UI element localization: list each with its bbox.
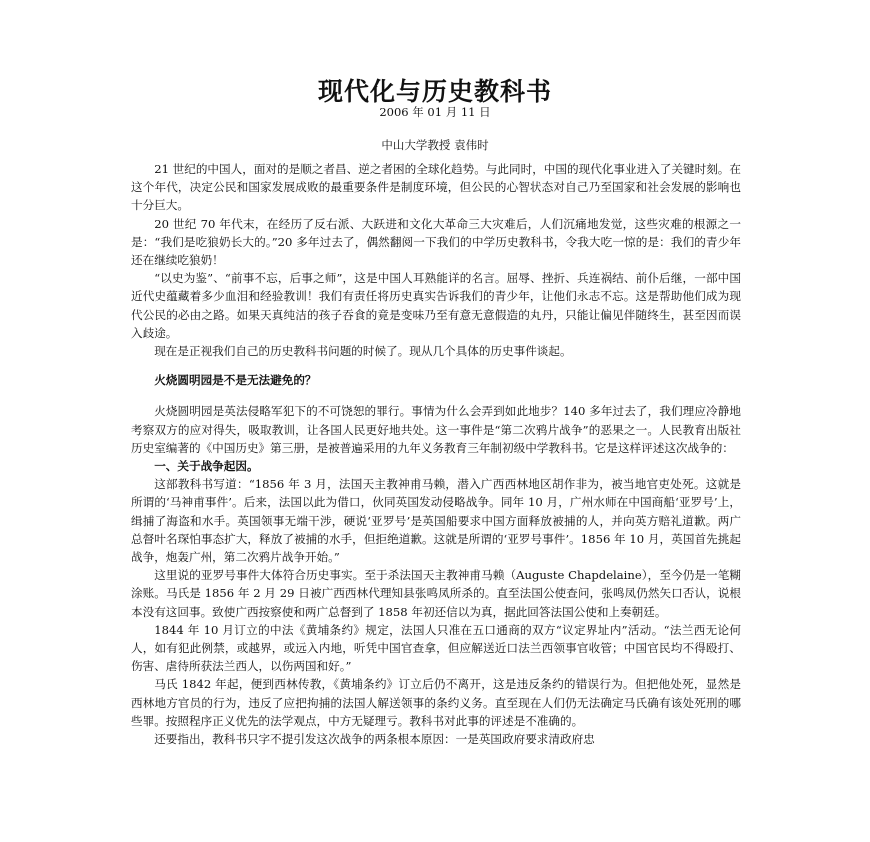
paragraph: 这部教科书写道：“1856 年 3 月，法国天主教神甫马赖，潜入广西西林地区胡作非为，被当地官吏处死。这就是所谓的‘马神甫事件’。后来，法国以此为借口，伙同英国发动侵略战争。同年 10 月，广州水师在中国商船‘亚罗号’上，缉捕了海盗和水手。英国领事无端干涉，硬说‘亚罗号’是英国船要求中国方面释放被捕的人，并向英方赔礼道歉。两广总督叶名琛怕事态扩大，释放了被捕的水手，但拒绝道歉。这就是所谓的‘亚罗号事件’。1856 年 10 月，英国首先挑起战争，炮轰广州，第二次鸦片战争开始。” [131, 477, 741, 565]
paragraph: 现在是正视我们自己的历史教科书问题的时候了。现从几个具体的历史事件谈起。 [154, 344, 572, 359]
paragraph: 1844 年 10 月订立的中法《黄埔条约》规定，法国人只准在五口通商的双方“议定界址内”活动。“法兰西无论何人，如有犯此例禁，或越界，或远入内地，听凭中国官查拿，但应解送近口法兰西领事官收管；中国官民均不得殴打、伤害、虐待所获法兰西人，以伤两国和好。” [131, 622, 741, 674]
paragraph: 还要指出，教科书只字不提引发这次战争的两条根本原因：一是英国政府要求清政府忠 [154, 732, 595, 747]
author-line: 中山大学教授 袁伟时 [381, 138, 489, 152]
paragraph: 20 世纪 70 年代末，在经历了反右派、大跃进和文化大革命三大灾难后，人们沉痛地发觉，这些灾难的根源之一是：“我们是吃狼奶长大的。”20 多年过去了，偶然翻阅一下我们的中学历史教科书，令我大吃一惊的是：我们的青少年还在继续吃狼奶！ [131, 216, 741, 268]
paragraph: 21 世纪的中国人，面对的是顺之者昌、逆之者困的全球化趋势。与此同时，中国的现代化事业进入了关键时刻。在这个年代，决定公民和国家发展成败的最重要条件是制度环境，但公民的心智状态对自己乃至国家和社会发展的影响也十分巨大。 [131, 162, 741, 213]
paragraph: 火烧圆明园是英法侵略军犯下的不可饶恕的罪行。事情为什么会弄到如此地步？140 多年过去了，我们理应冷静地考察双方的应对得失，吸取教训，让各国人民更好地共处。这一事件是“第二次鸦片战争”的恶果之一。人民教育出版社历史室编著的《中国历史》第三册，是被普遍采用的九年义务教育三年制初级中学教科书。它是这样评述这次战争的： [131, 404, 741, 455]
article-body [131, 160, 741, 748]
document-title: 现代化与历史教科书 [317, 77, 552, 106]
publication-date: 2006 年 01 月 11 日 [379, 105, 491, 119]
paragraph: 马氏 1842 年起，便到西林传教，《黄埔条约》订立后仍不离开，这是违反条约的错误行为。但把他处死，显然是西林地方官员的行为，违反了应把拘捕的法国人解送领事的条约义务。直至现在人们仍无法确定马氏确有该处死刑的哪些罪。按照程序正义优先的法学观点，中方无疑理亏。教科书对此事的评述是不准确的。 [131, 677, 741, 728]
paragraph: “以史为鉴”、“前事不忘，后事之师”，这是中国人耳熟能详的名言。屈辱、挫折、兵连祸结、前仆后继，一部中国近代史蕴藏着多少血泪和经验教训！我们有责任将历史真实告诉我们的青少年，让他们永志不忘。这是帮助他们成为现代公民的必由之路。如果天真纯洁的孩子吞食的竟是变味乃至有意无意假造的丸丹，只能让偏见伴随终生，甚至因而误入歧途。 [131, 271, 741, 340]
section-heading: 火烧圆明园是不是无法避免的？ [154, 373, 317, 388]
paragraph: 这里说的亚罗号事件大体符合历史事实。至于杀法国天主教神甫马赖（Auguste Chapdelaine），至今仍是一笔糊涂账。马氏是 1856 年 2 月 29 日被广西西林代理知县张鸣凤所杀的。直至法国公使查问，张鸣凤仍然矢口否认，说根本没有这回事。致使广西按察使和两广总督到了 1858 年初还信以为真，据此回答法国公使和上奏朝廷。 [131, 568, 741, 619]
subheading: 一、关于战争起因。 [154, 459, 259, 474]
